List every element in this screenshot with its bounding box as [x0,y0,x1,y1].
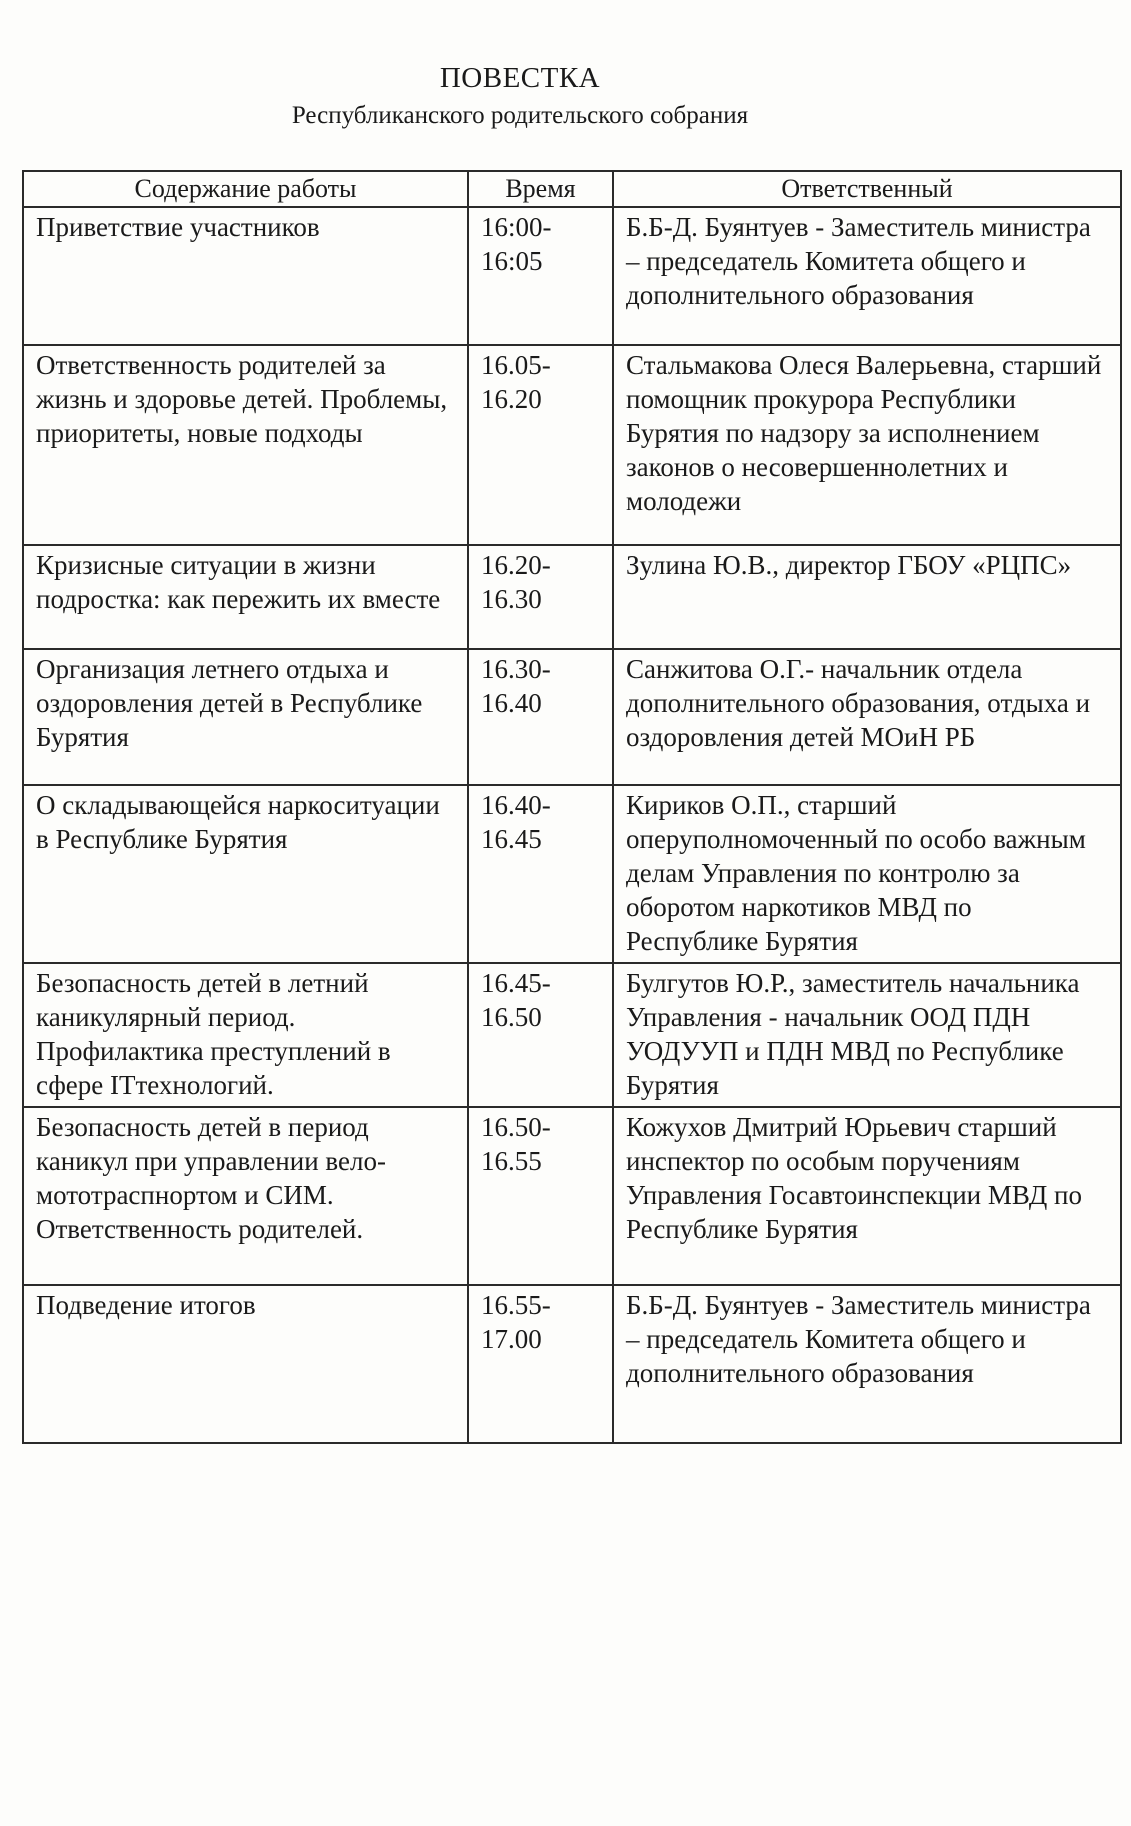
time-cell: 16:00-16:05 [468,207,613,345]
header-responsible: Ответственный [613,171,1121,207]
responsible-cell: Б.Б-Д. Буянтуев - Заместитель министра – председатель Комитета общего и дополнительного образования [613,1285,1121,1443]
document-title: ПОВЕСТКА [439,62,601,94]
responsible-cell: Зулина Ю.В., директор ГБОУ «РЦПС» [613,545,1121,649]
header-time: Время [468,171,613,207]
table-row [23,963,1121,1107]
time-cell: 16.20-16.30 [468,545,613,649]
topic-cell: Безопасность детей в летний каникулярный период. Профилактика преступлений в сфере ITтехнологий. [23,963,468,1107]
topic-cell: Подведение итогов [23,1285,468,1443]
topic-cell: Ответственность родителей за жизнь и здоровье детей. Проблемы, приоритеты, новые подходы [23,345,468,545]
table-header-row [23,171,1121,207]
table-row [23,1107,1121,1285]
table-row [23,207,1121,345]
responsible-cell: Санжитова О.Г.- начальник отдела дополнительного образования, отдыха и оздоровления детей МОиН РБ [613,649,1121,785]
header-topic: Содержание работы [23,171,468,207]
time-cell: 16.50-16.55 [468,1107,613,1285]
topic-cell: Кризисные ситуации в жизни подростка: как пережить их вместе [23,545,468,649]
topic-cell: Приветствие участников [23,207,468,345]
time-cell: 16.40-16.45 [468,785,613,963]
document-subtitle: Республиканского родительского собрания [291,102,749,129]
table-row [23,545,1121,649]
time-cell: 16.45-16.50 [468,963,613,1107]
responsible-cell: Б.Б-Д. Буянтуев - Заместитель министра – председатель Комитета общего и дополнительного образования [613,207,1121,345]
topic-cell: Организация летнего отдыха и оздоровления детей в Республике Бурятия [23,649,468,785]
table-row [23,649,1121,785]
responsible-cell: Кожухов Дмитрий Юрьевич старший инспектор по особым поручениям Управления Госавтоинспекции МВД по Республике Бурятия [613,1107,1121,1285]
table-row [23,1285,1121,1443]
table-row [23,345,1121,545]
topic-cell: О складывающейся наркоситуации в Республике Бурятия [23,785,468,963]
responsible-cell: Стальмакова Олеся Валерьевна, старший помощник прокурора Республики Бурятия по надзору за исполнением законов о несовершеннолетних и молодежи [613,345,1121,545]
time-cell: 16.05-16.20 [468,345,613,545]
table-row [23,785,1121,963]
topic-cell: Безопасность детей в период каникул при управлении вело-мототраспнортом и СИМ. Ответственность родителей. [23,1107,468,1285]
time-cell: 16.55-17.00 [468,1285,613,1443]
responsible-cell: Булгутов Ю.Р., заместитель начальника Управления - начальник ООД ПДН УОДУУП и ПДН МВД по Республике Бурятия [613,963,1121,1107]
time-cell: 16.30-16.40 [468,649,613,785]
agenda-table [22,170,1122,1444]
responsible-cell: Кириков О.П., старший оперуполномоченный по особо важным делам Управления по контролю за оборотом наркотиков МВД по Республике Бурятия [613,785,1121,963]
